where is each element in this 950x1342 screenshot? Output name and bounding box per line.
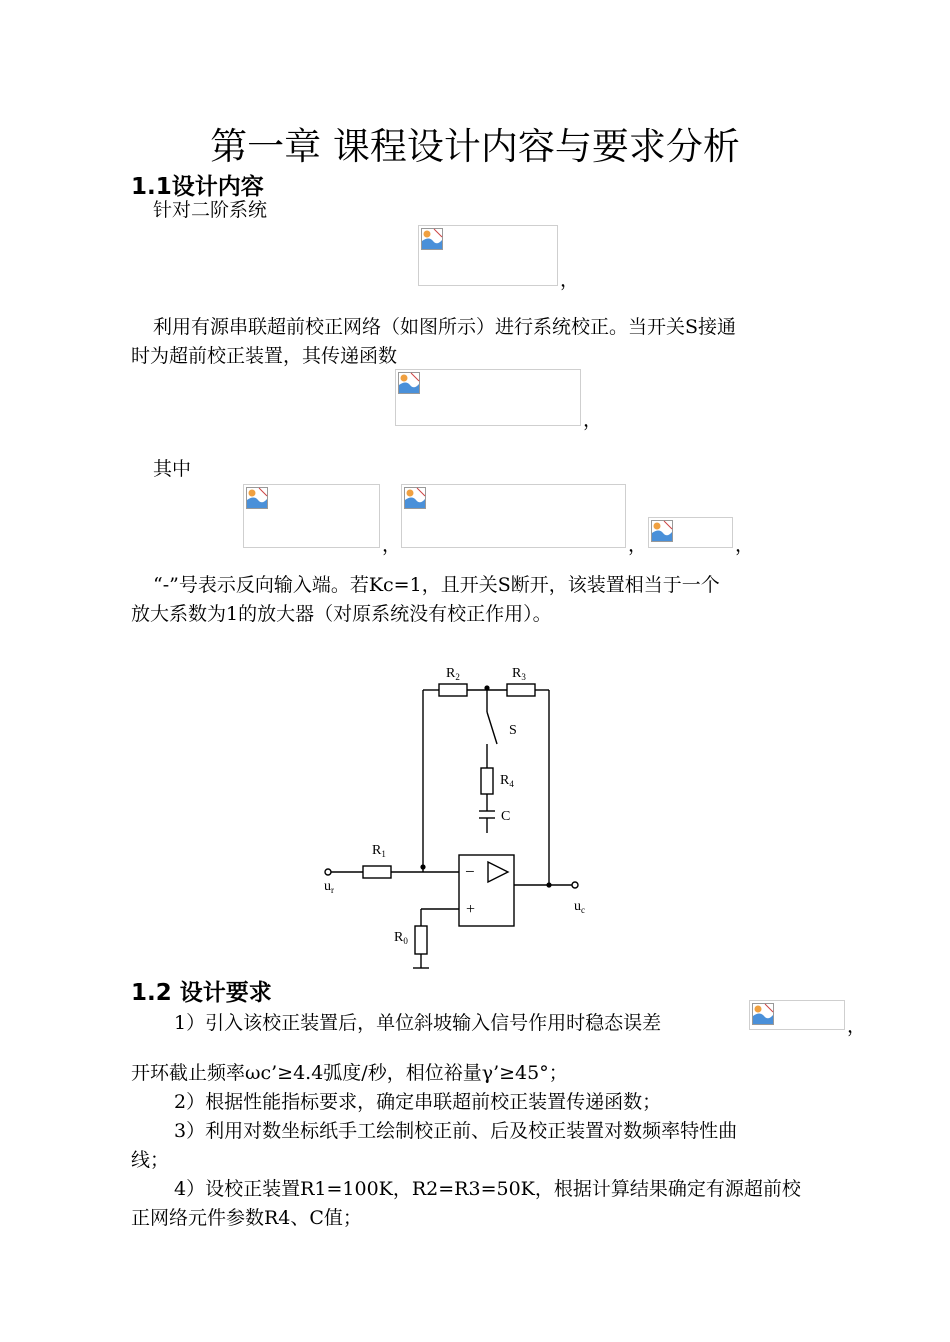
punctuation-comma: ， bbox=[560, 269, 580, 291]
broken-image-icon bbox=[246, 487, 268, 509]
broken-image-icon bbox=[752, 1003, 774, 1025]
broken-image-icon bbox=[398, 372, 420, 394]
resistor-r0 bbox=[415, 926, 427, 954]
lead-compensator-circuit-diagram bbox=[300, 650, 600, 975]
broken-image-icon bbox=[651, 520, 673, 542]
punctuation-comma: ， bbox=[628, 534, 648, 556]
op-amp-triangle-symbol bbox=[488, 862, 508, 882]
formula-image-placeholder bbox=[418, 225, 558, 286]
resistor-r4 bbox=[481, 768, 493, 794]
paragraph-text: 时为超前校正装置，其传递函数 bbox=[131, 345, 398, 367]
label-c: C bbox=[501, 809, 511, 824]
paragraph-text: 利用有源串联超前校正网络（如图所示）进行系统校正。当开关S接通 bbox=[153, 316, 737, 338]
requirement-item-3-continued: 线； bbox=[131, 1149, 170, 1171]
label-r1: $R_1$ bbox=[372, 843, 386, 859]
formula-image-placeholder bbox=[395, 369, 581, 426]
junction-dot bbox=[420, 864, 425, 869]
section-heading-design-requirements: 1.2 设计要求 bbox=[131, 980, 272, 1006]
formula-image-placeholder bbox=[749, 1000, 845, 1030]
chapter-title: 第一章 课程设计内容与要求分析 bbox=[210, 125, 740, 168]
output-terminal bbox=[572, 882, 578, 888]
broken-image-icon bbox=[421, 228, 443, 250]
label-r0: $R_0$ bbox=[394, 930, 408, 946]
requirement-item-1: 1）引入该校正装置后，单位斜坡输入信号作用时稳态误差 bbox=[174, 1012, 662, 1034]
punctuation-comma: ， bbox=[735, 534, 755, 556]
paragraph-text: 其中 bbox=[153, 458, 192, 480]
paragraph-text: “-”号表示反向输入端。若Kc=1，且开关S断开，该装置相当于一个 bbox=[153, 574, 720, 596]
resistor-r3 bbox=[507, 684, 535, 696]
label-non-inverting-plus: + bbox=[466, 901, 476, 918]
label-ur: $u_r$ bbox=[324, 879, 334, 895]
switch-s bbox=[487, 712, 497, 744]
label-r2: $R_2$ bbox=[446, 666, 460, 682]
resistor-r1 bbox=[363, 866, 391, 878]
formula-image-placeholder bbox=[648, 517, 733, 548]
requirement-item-2: 2）根据性能指标要求，确定串联超前校正装置传递函数； bbox=[174, 1091, 662, 1113]
paragraph-text: 针对二阶系统 bbox=[153, 199, 268, 221]
requirement-item-4-continued: 正网络元件参数R4、C值； bbox=[131, 1207, 362, 1229]
label-r4: $R_4$ bbox=[500, 773, 514, 789]
label-inverting-minus: − bbox=[465, 862, 475, 881]
label-switch-s: S bbox=[509, 723, 517, 738]
punctuation-comma: ， bbox=[583, 409, 603, 431]
section-heading-design-content: 1.1设计内容 bbox=[131, 174, 264, 200]
punctuation-comma: ， bbox=[847, 1015, 867, 1037]
broken-image-icon bbox=[404, 487, 426, 509]
junction-dot bbox=[484, 685, 489, 690]
requirement-item-4: 4）设校正装置R1=100K，R2=R3=50K，根据计算结果确定有源超前校 bbox=[174, 1178, 801, 1200]
label-uc: $u_c$ bbox=[574, 899, 585, 915]
junction-dot bbox=[546, 882, 551, 887]
label-r3: $R_3$ bbox=[512, 666, 526, 682]
formula-image-placeholder bbox=[243, 484, 380, 548]
punctuation-comma: ， bbox=[382, 534, 402, 556]
requirement-item-1-continued: 开环截止频率ωc’≥4.4弧度/秒，相位裕量γ’≥45°； bbox=[131, 1062, 568, 1084]
paragraph-text: 放大系数为1的放大器（对原系统没有校正作用）。 bbox=[131, 603, 552, 625]
input-terminal bbox=[325, 869, 331, 875]
resistor-r2 bbox=[439, 684, 467, 696]
formula-image-placeholder bbox=[401, 484, 626, 548]
requirement-item-3: 3）利用对数坐标纸手工绘制校正前、后及校正装置对数频率特性曲 bbox=[174, 1120, 738, 1142]
